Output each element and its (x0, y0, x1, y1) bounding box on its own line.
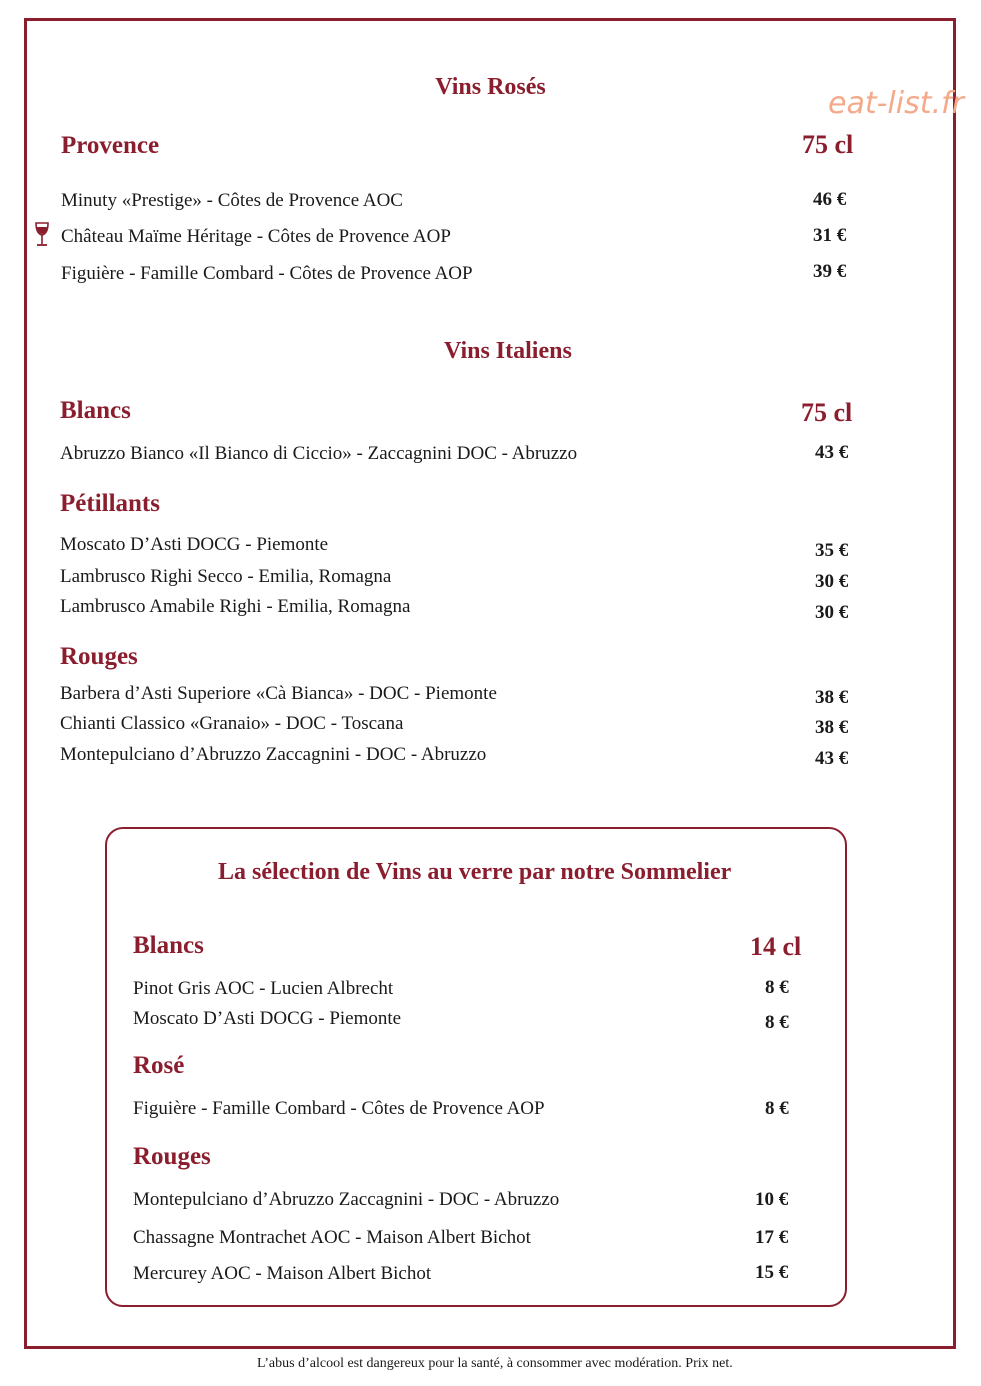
list-item-name: Montepulciano d’Abruzzo Zaccagnini - DOC - Abruzzo (60, 744, 487, 765)
list-item-name: Barbera d’Asti Superiore «Cà Bianca» - DOC - Piemonte (60, 683, 497, 704)
list-item-name: Chassagne Montrachet AOC - Maison Albert Bichot (133, 1227, 531, 1248)
roses-title: Vins Rosés (435, 74, 546, 100)
list-item-price: 38 € (815, 687, 849, 708)
list-item-price: 8 € (765, 1098, 789, 1119)
list-item-price: 15 € (755, 1262, 789, 1283)
roses-volume: 75 cl (802, 130, 854, 159)
list-item-name: Chianti Classico «Granaio» - DOC - Toscana (60, 713, 404, 734)
list-item-name: Montepulciano d’Abruzzo Zaccagnini - DOC - Abruzzo (133, 1189, 560, 1210)
list-item-price: 10 € (755, 1189, 789, 1210)
list-item-name: Figuière - Famille Combard - Côtes de Provence AOP (133, 1098, 545, 1119)
list-item-name: Moscato D’Asti DOCG - Piemonte (60, 534, 329, 555)
selection-blancs-heading: Blancs (133, 932, 204, 959)
footer-disclaimer: L’abus d’alcool est dangereux pour la santé, à consommer avec modération. Prix net. (257, 1356, 733, 1371)
list-item-name: Figuière - Famille Combard - Côtes de Provence AOP (61, 263, 473, 284)
list-item-name: Château Maïme Héritage - Côtes de Provence AOP (61, 226, 451, 247)
list-item-name: Lambrusco Amabile Righi - Emilia, Romagna (60, 596, 411, 617)
list-item-price: 31 € (813, 225, 847, 246)
list-item-name: Mercurey AOC - Maison Albert Bichot (133, 1263, 432, 1284)
list-item-price: 43 € (815, 442, 849, 463)
selection-rose-heading: Rosé (133, 1052, 185, 1079)
list-item-name: Abruzzo Bianco «Il Bianco di Ciccio» - Zaccagnini DOC - Abruzzo (60, 443, 578, 464)
italiens-rouges-heading: Rouges (60, 643, 138, 670)
selection-rouges-heading: Rouges (133, 1143, 211, 1170)
italiens-volume: 75 cl (801, 398, 853, 427)
list-item-price: 17 € (755, 1227, 789, 1248)
list-item-price: 8 € (765, 1012, 789, 1033)
italiens-blancs-heading: Blancs (60, 397, 131, 424)
list-item-name: Minuty «Prestige» - Côtes de Provence AOC (61, 190, 403, 211)
list-item-name: Moscato D’Asti DOCG - Piemonte (133, 1008, 402, 1029)
list-item-price: 35 € (815, 540, 849, 561)
italiens-title: Vins Italiens (444, 338, 572, 364)
list-item-price: 46 € (813, 189, 847, 210)
wine-glass-icon (33, 222, 51, 253)
list-item-name: Pinot Gris AOC - Lucien Albrecht (133, 978, 394, 999)
list-item-price: 38 € (815, 717, 849, 738)
list-item-price: 43 € (815, 748, 849, 769)
selection-title: La sélection de Vins au verre par notre Sommelier (218, 859, 732, 885)
list-item-price: 8 € (765, 977, 789, 998)
list-item-price: 39 € (813, 261, 847, 282)
italiens-petillants-heading: Pétillants (60, 490, 160, 517)
list-item-name: Lambrusco Righi Secco - Emilia, Romagna (60, 566, 392, 587)
list-item-price: 30 € (815, 602, 849, 623)
roses-region-heading: Provence (61, 132, 160, 159)
watermark: eat-list.fr (828, 86, 964, 121)
list-item-price: 30 € (815, 571, 849, 592)
selection-volume: 14 cl (750, 932, 802, 961)
